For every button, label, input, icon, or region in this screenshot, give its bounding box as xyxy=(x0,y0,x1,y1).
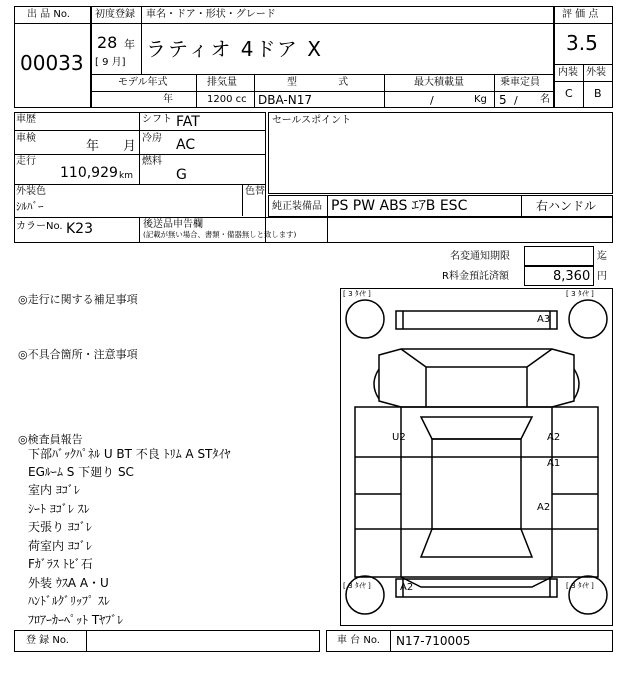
inspection-year: 年 xyxy=(86,139,100,154)
history-label: 車歴 xyxy=(16,114,36,125)
equipment: PS PW ABS ｴｱB ESC xyxy=(331,198,468,214)
registration-year-unit: 年 xyxy=(124,38,135,51)
inspector-line: 天張り ﾖｺﾞﾚ xyxy=(28,520,92,534)
exterior-color-label: 外装色 xyxy=(16,186,46,197)
defects-title: ◎不具合箇所・注意事項 xyxy=(18,348,138,361)
steering-side: 右ハンドル xyxy=(536,199,597,213)
name-change-unit: 迄 xyxy=(597,251,607,262)
damage-mark-rear-bumper: A2 xyxy=(400,582,414,593)
tire-front-right xyxy=(569,300,607,338)
lot-number: 00033 xyxy=(20,51,84,75)
overall-grade: 3.5 xyxy=(566,31,598,55)
documents-note: (記載が無い場合、書類・備器無しと致します) xyxy=(143,231,297,240)
inspector-line: ﾊﾝﾄﾞﾙｸﾞﾘｯﾌﾟ ｽﾚ xyxy=(28,594,110,608)
model-code: DBA-N17 xyxy=(258,93,312,107)
inspector-line: Fｶﾞﾗｽ ﾄﾋﾞ石 xyxy=(28,557,93,571)
mileage-unit: km xyxy=(119,171,133,181)
inspector-line: ｼｰﾄ ﾖｺﾞﾚ ｽﾚ xyxy=(28,502,90,516)
tire-label-rear-left: [ 3 ﾀｲﾔ ] xyxy=(343,582,371,591)
tire-label-front-left: [ 3 ﾀｲﾔ ] xyxy=(343,290,371,299)
capacity: 5 xyxy=(499,93,507,107)
rear-bumper xyxy=(396,579,557,597)
color-number: K23 xyxy=(66,221,93,237)
recycle-fee: 8,360 xyxy=(553,269,591,284)
displacement: 1200 cc xyxy=(207,94,247,105)
inspector-report-title: ◎検査員報告 xyxy=(18,433,83,446)
max-load-label: 最大積載量 xyxy=(414,77,464,88)
exterior-grade: B xyxy=(594,87,602,100)
exterior-grade-label: 外装 xyxy=(586,67,606,78)
inspector-line: EGﾙｰﾑ S 下廻り SC xyxy=(28,465,134,479)
color-number-label: カラーNo. xyxy=(16,221,63,232)
driving-notes-title: ◎走行に関する補足事項 xyxy=(18,293,138,306)
grade-label: 評 価 点 xyxy=(562,9,599,20)
max-load-value: / xyxy=(430,94,434,107)
shift: FAT xyxy=(176,114,200,130)
recycle-fee-unit: 円 xyxy=(597,271,607,282)
max-load-unit: Kg xyxy=(474,94,487,105)
equipment-label: 純正装備品 xyxy=(272,201,322,212)
damage-mark-right-rear-fender: A2 xyxy=(537,502,551,513)
inspector-line: 外装 ｳｽA A・U xyxy=(28,576,109,590)
mileage: 110,929 xyxy=(60,165,118,181)
first-registration-label: 初度登録 xyxy=(95,9,135,20)
windshield xyxy=(421,417,532,439)
name-change-box xyxy=(524,246,594,266)
car-diagram xyxy=(340,288,613,626)
air-conditioning: AC xyxy=(176,137,196,153)
inspector-line: 下部ﾊﾞｯｸﾊﾟﾈﾙ U BT 不良 ﾄﾘﾑ A STﾀｲﾔ xyxy=(28,447,231,461)
ac-label: 冷房 xyxy=(142,133,162,144)
hood xyxy=(379,349,574,407)
damage-mark-right-rear-door: A1 xyxy=(547,458,561,469)
tire-label-rear-right: [ 3 ﾀｲﾔ ] xyxy=(566,582,594,591)
inspection-month: 月 xyxy=(123,139,137,154)
tire-front-left xyxy=(346,300,384,338)
displacement-label: 排気量 xyxy=(207,77,237,88)
color-change-label: 色替 xyxy=(245,186,265,197)
exterior-color: ｼﾙﾊﾞｰ xyxy=(16,200,44,213)
recycle-fee-label: R料金預託済額 xyxy=(442,271,509,282)
capacity-slash: / xyxy=(514,94,518,107)
inspector-line: 室内 ﾖｺﾞﾚ xyxy=(28,483,80,497)
registration-number-label: 登 録 No. xyxy=(26,635,69,646)
chassis-number-label: 車 台 No. xyxy=(337,635,380,646)
damage-mark-left-door: U2 xyxy=(392,432,406,443)
front-bumper xyxy=(396,311,557,329)
name-change-label: 名変通知期限 xyxy=(450,251,510,262)
roof xyxy=(432,439,521,529)
tire-label-front-right: [ 3 ﾀｲﾔ ] xyxy=(566,290,594,299)
documents-label: 後送品申告欄 xyxy=(143,219,203,230)
model-year-unit: 年 xyxy=(163,94,173,105)
inspection-label: 車検 xyxy=(16,133,36,144)
shift-label: シフト xyxy=(142,114,172,125)
registration-month: [ 9 月] xyxy=(95,57,126,68)
inspector-line: 荷室内 ﾖｺﾞﾚ xyxy=(28,539,92,553)
model-code-label: 型 式 xyxy=(287,77,349,88)
lot-number-label: 出 品 No. xyxy=(27,9,70,20)
chassis-number: N17-710005 xyxy=(396,634,471,648)
car-name-label: 車名・ドア・形状・グレード xyxy=(146,9,276,20)
fuel: G xyxy=(176,167,187,183)
fuel-label: 燃料 xyxy=(142,156,162,167)
capacity-label: 乗車定員 xyxy=(500,77,540,88)
mileage-label: 走行 xyxy=(16,156,36,167)
registration-year: 28 xyxy=(97,33,118,52)
damage-mark-right-front-door: A2 xyxy=(547,432,561,443)
interior-grade: C xyxy=(565,87,573,100)
interior-grade-label: 内装 xyxy=(558,67,578,78)
color-number-box xyxy=(14,217,613,243)
car-name: ラティオ 4ドア X xyxy=(146,37,323,61)
capacity-unit: 名 xyxy=(540,94,550,105)
sales-point-label: セールスポイント xyxy=(272,115,352,126)
model-year-label: モデル年式 xyxy=(118,77,168,88)
damage-mark-front-bumper: A3 xyxy=(537,314,551,325)
inspector-line: ﾌﾛｱｰｶｰﾍﾟｯﾄ Tﾔﾌﾞﾚ xyxy=(28,613,124,627)
